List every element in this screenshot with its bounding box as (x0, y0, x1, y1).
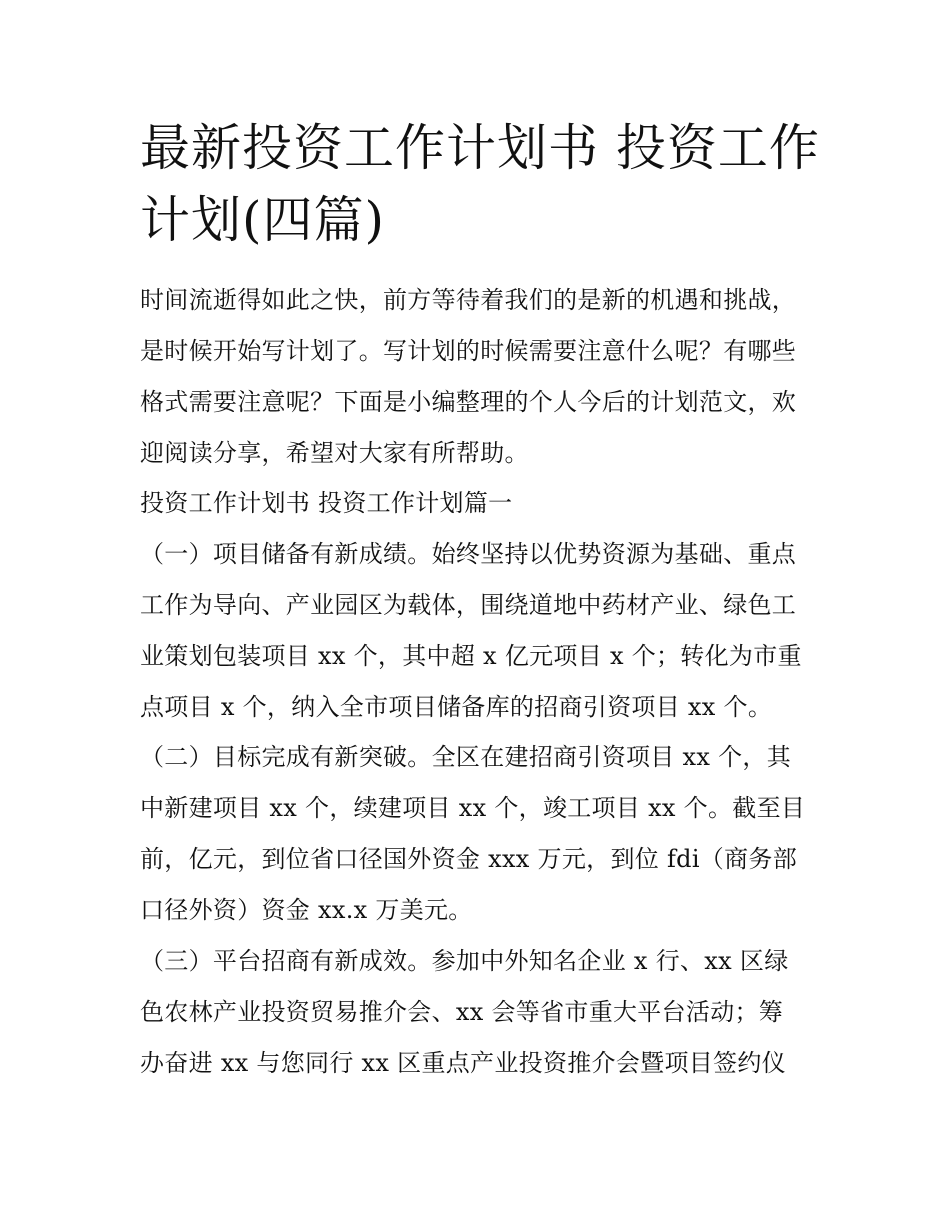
paragraph-2-line-4: 口径外资）资金 xx.x 万美元。 (140, 896, 473, 924)
intro-line-1: 时间流逝得如此之快，前方等待着我们的是新的机遇和挑战， (140, 286, 797, 314)
document-title (140, 112, 830, 256)
paragraph-3-line-3: 办奋进 xx 与您同行 xx 区重点产业投资推介会暨项目签约仪 (140, 1049, 786, 1077)
paragraph-1-line-2: 工作为导向、产业园区为载体，围绕道地中药材产业、绿色工 (140, 591, 797, 619)
paragraph-2-line-3: 前，亿元，到位省口径国外资金 xxx 万元，到位 fdi（商务部 (140, 845, 798, 873)
intro-line-4: 迎阅读分享，希望对大家有所帮助。 (140, 439, 529, 467)
paragraph-3-line-1: （三）平台招商有新成效。参加中外知名企业 x 行、xx 区绿 (140, 947, 789, 975)
title-line-1: 最新投资工作计划书 投资工作 (140, 119, 820, 177)
intro-line-2: 是时候开始写计划了。写计划的时候需要注意什么呢？有哪些 (140, 337, 797, 365)
paragraph-1-line-4: 点项目 x 个，纳入全市项目储备库的招商引资项目 xx 个。 (140, 693, 773, 721)
paragraph-2-line-2: 中新建项目 xx 个，续建项目 xx 个，竣工项目 xx 个。截至目 (140, 794, 806, 822)
title-line-2: 计划(四篇) (140, 191, 386, 249)
paragraph-2-line-1: （二）目标完成有新突破。全区在建招商引资项目 xx 个，其 (140, 743, 792, 771)
paragraph-1-line-1: （一）项目储备有新成绩。始终坚持以优势资源为基础、重点 (140, 540, 797, 568)
paragraph-1-line-3: 业策划包装项目 xx 个，其中超 x 亿元项目 x 个；转化为市重 (140, 642, 802, 670)
intro-line-3: 格式需要注意呢？下面是小编整理的个人今后的计划范文，欢 (140, 388, 797, 416)
paragraph-3-line-2: 色农林产业投资贸易推介会、xx 会等省市重大平台活动；筹 (140, 998, 784, 1026)
section-heading: 投资工作计划书 投资工作计划篇一 (140, 489, 513, 517)
